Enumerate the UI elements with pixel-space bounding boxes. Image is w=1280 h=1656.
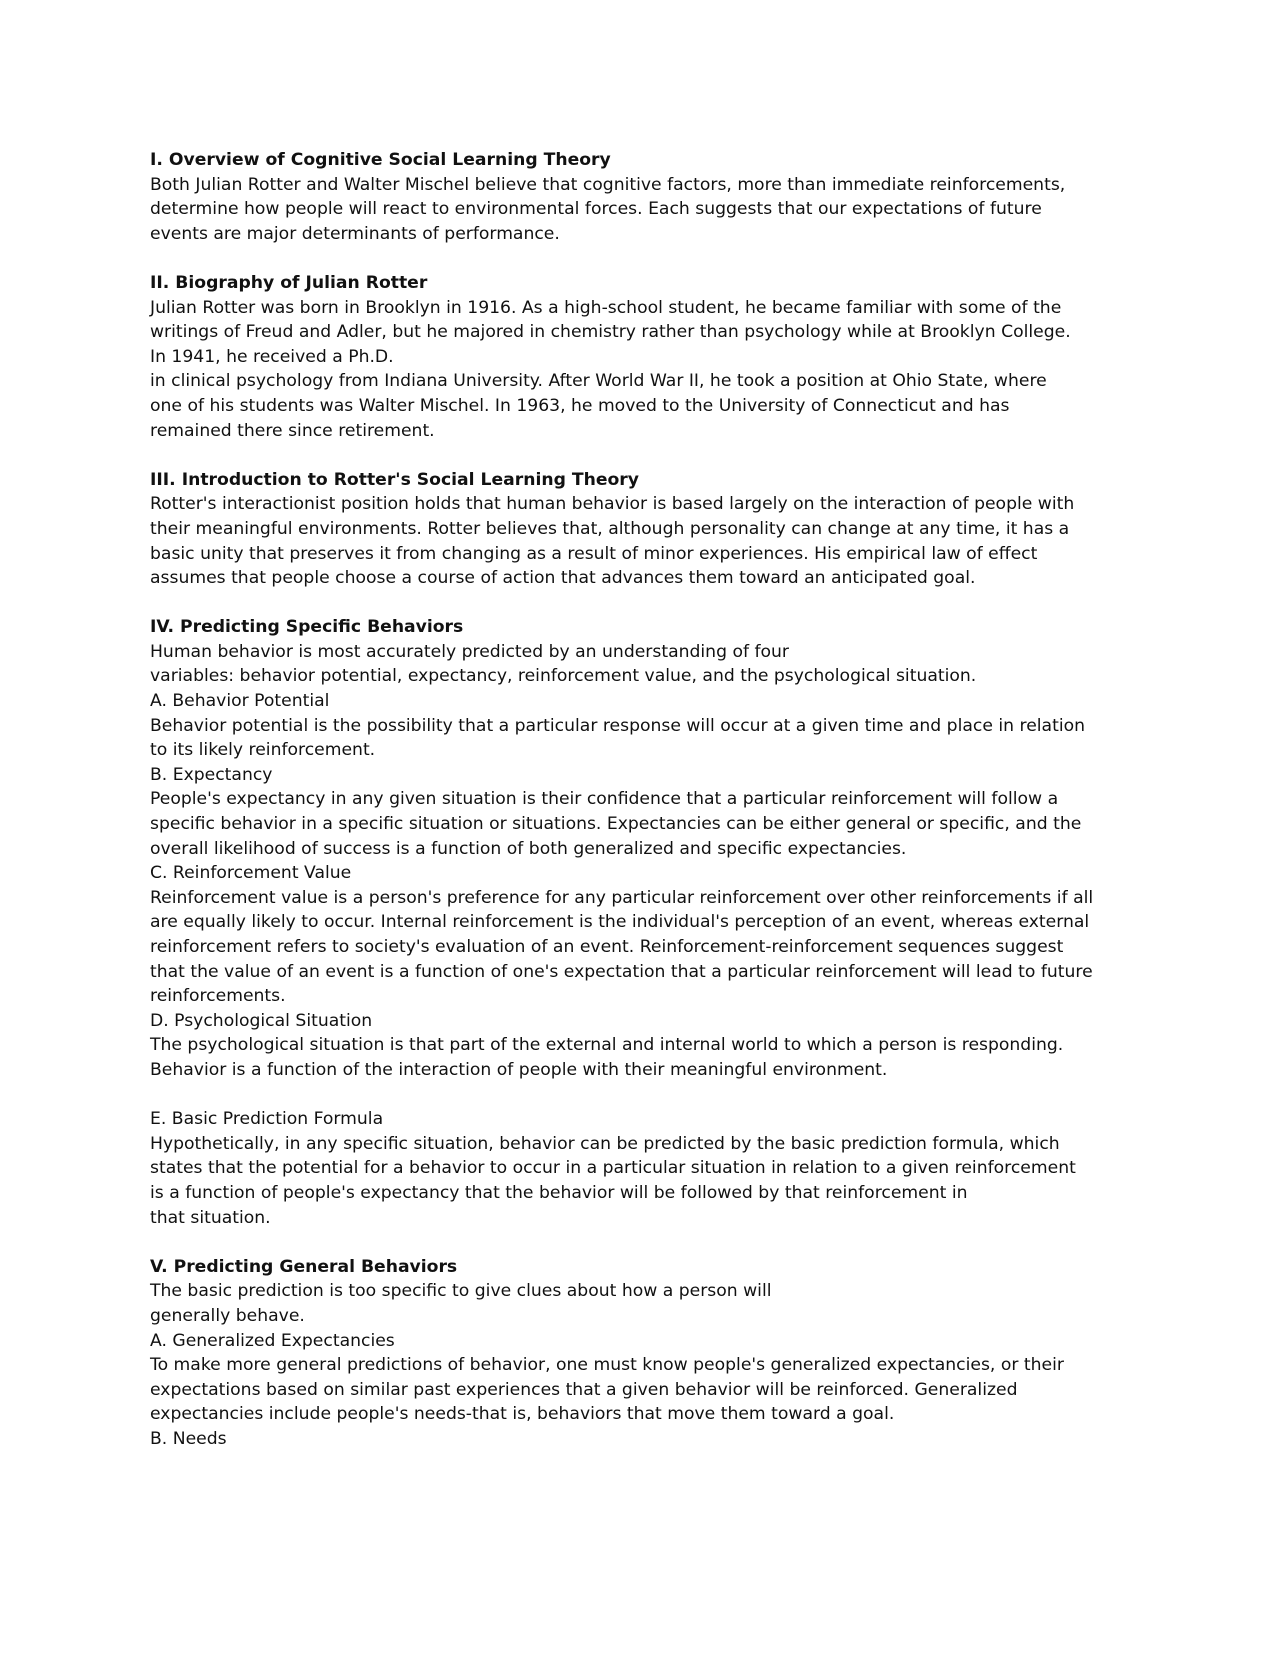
section-heading: IV. Predicting Specific Behaviors [150,617,464,638]
section-body [150,296,1130,444]
text-line: In 1941, he received a Ph.D. [150,346,394,367]
text-line: is a function of people's expectancy that the behavior will be followed by that reinforcement in [150,1182,968,1203]
text-line: determine how people will react to environmental forces. Each suggests that our expectations of future [150,199,1042,220]
text-line: expectancies include people's needs-that is, behaviors that move them toward a goal. [150,1404,895,1425]
subheading-reinforcement-value: C. Reinforcement Value [150,863,352,884]
section-body [150,640,1130,1230]
text-line: one of his students was Walter Mischel. In 1963, he moved to the University of Connecticut and has [150,395,1010,416]
text-line: writings of Freud and Adler, but he majored in chemistry rather than psychology while at Brooklyn College. [150,322,1071,343]
text-line: Behavior potential is the possibility that a particular response will occur at a given time and place in relation [150,715,1086,736]
text-line: events are major determinants of performance. [150,223,560,244]
section-body [150,492,1130,590]
text-line: Hypothetically, in any specific situation, behavior can be predicted by the basic prediction formula, which [150,1133,1060,1154]
text-line: to its likely reinforcement. [150,740,376,761]
text-line: in clinical psychology from Indiana University. After World War II, he took a position at Ohio State, where [150,371,1047,392]
section-general-behaviors [150,1255,1130,1452]
text-line: Behavior is a function of the interaction of people with their meaningful environment. [150,1059,888,1080]
subheading-psychological-situation: D. Psychological Situation [150,1010,373,1031]
paragraph-gap [150,1083,1130,1108]
text-line: expectations based on similar past experiences that a given behavior will be reinforced. Generalized [150,1379,1018,1400]
text-line: reinforcement refers to society's evaluation of an event. Reinforcement-reinforcement sequences suggest [150,937,1064,957]
text-line: basic unity that preserves it from changing as a result of minor experiences. His empirical law of effect [150,543,1038,564]
text-line: Julian Rotter was born in Brooklyn in 1916. As a high-school student, he became familiar with some of the [150,297,1062,318]
section-body [150,1279,1130,1451]
text-line: The psychological situation is that part of the external and internal world to which a person is responding. [150,1035,1064,1056]
text-line: remained there since retirement. [150,420,435,441]
section-heading: V. Predicting General Behaviors [150,1256,458,1277]
section-biography [150,271,1130,443]
section-overview [150,148,1130,246]
text-line: assumes that people choose a course of action that advances them toward an anticipated goal. [150,568,976,589]
section-specific-behaviors [150,615,1130,1230]
text-line: overall likelihood of success is a function of both generalized and specific expectancies. [150,838,907,859]
text-line: Reinforcement value is a person's preference for any particular reinforcement over other reinforcements if all [150,887,1094,908]
text-line: To make more general predictions of behavior, one must know people's generalized expectancies, or their [150,1355,1064,1376]
section-heading: II. Biography of Julian Rotter [150,272,428,293]
text-line: People's expectancy in any given situation is their confidence that a particular reinforcement will follow a [150,789,1059,810]
text-line: reinforcements. [150,986,286,1007]
text-line: specific behavior in a specific situation or situations. Expectancies can be either general or specific, and the [150,814,1082,835]
subheading-expectancy: B. Expectancy [150,764,273,785]
subheading-behavior-potential: A. Behavior Potential [150,691,330,712]
text-line: Rotter's interactionist position holds that human behavior is based largely on the interaction of people with [150,494,1075,515]
text-line: generally behave. [150,1305,305,1326]
text-line: are equally likely to occur. Internal reinforcement is the individual's perception of an event, whereas external [150,912,1090,933]
text-line: states that the potential for a behavior to occur in a particular situation in relation to a given reinforcement [150,1158,1076,1179]
subheading-basic-prediction-formula: E. Basic Prediction Formula [150,1109,384,1130]
text-line: their meaningful environments. Rotter believes that, although personality can change at any time, it has a [150,518,1070,539]
section-body [150,173,1130,247]
document-page [150,148,1130,1476]
subheading-needs: B. Needs [150,1428,227,1449]
text-line: that situation. [150,1207,271,1228]
text-line: Both Julian Rotter and Walter Mischel believe that cognitive factors, more than immediate reinforcements, [150,174,1066,195]
text-line: that the value of an event is a function of one's expectation that a particular reinforcement will lead to future [150,961,1093,982]
section-heading: I. Overview of Cognitive Social Learning Theory [150,150,611,170]
text-line: The basic prediction is too specific to give clues about how a person will [150,1281,772,1302]
section-introduction [150,468,1130,591]
subheading-generalized-expectancies: A. Generalized Expectancies [150,1330,395,1351]
section-heading: III. Introduction to Rotter's Social Learning Theory [150,469,639,490]
text-line: Human behavior is most accurately predicted by an understanding of four [150,641,790,662]
text-line: variables: behavior potential, expectancy, reinforcement value, and the psychological situation. [150,666,977,687]
